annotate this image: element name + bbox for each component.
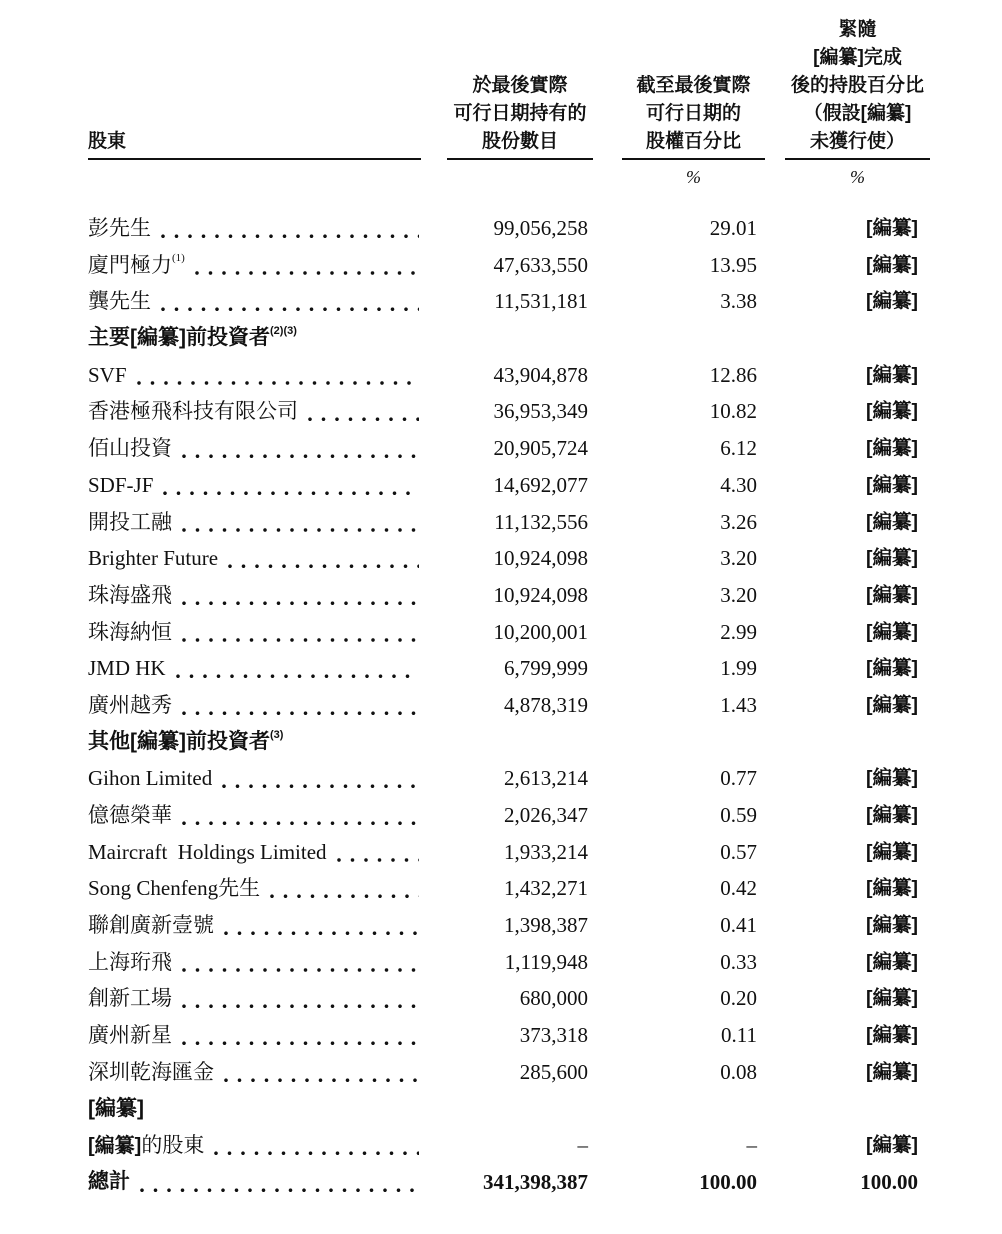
- shareholder-name: [88, 430, 421, 467]
- shareholder-name-text: 開投工融: [88, 509, 172, 534]
- shareholder-name-text: 創新工場: [88, 986, 172, 1011]
- dot-leader: [134, 357, 419, 394]
- dot-leader: [179, 577, 419, 614]
- shareholder-name: [88, 540, 421, 577]
- table-header: [88, 16, 930, 160]
- footnote-ref: (1): [172, 252, 185, 265]
- total-row: [88, 1164, 930, 1201]
- pct-latest-value: 3.20: [720, 546, 757, 571]
- section-header-row: [88, 724, 930, 761]
- pct-post-value: [編纂]: [866, 437, 918, 460]
- shareholder-row: [88, 357, 930, 394]
- pct-post-value: [編纂]: [866, 473, 918, 496]
- dot-leader: [334, 834, 419, 871]
- section-header-row: [88, 1091, 930, 1128]
- shareholder-name: [88, 724, 930, 761]
- pct-post-value: [編纂]: [866, 840, 918, 863]
- shareholder-name-text: 上海珩飛: [88, 949, 172, 974]
- pct-post-value: [編纂]: [866, 804, 918, 826]
- shares-value: 4,878,319: [504, 692, 588, 717]
- shareholder-name-text: 香港極飛科技有限公司: [88, 399, 298, 424]
- dot-leader: [173, 650, 419, 687]
- pct-latest-value: 0.11: [721, 1023, 757, 1048]
- shareholder-row: [88, 980, 930, 1017]
- shareholder-name: [88, 797, 421, 834]
- shareholder-row: [88, 247, 930, 284]
- dot-leader: [179, 504, 419, 541]
- shareholder-name-text: 廈門極力: [88, 252, 172, 277]
- pct-latest-value: 3.26: [720, 509, 757, 534]
- shares-value: 6,799,999: [504, 656, 588, 681]
- dot-leader: [267, 870, 419, 907]
- shareholder-name: [88, 650, 421, 687]
- pct-post-value: [編纂]: [866, 877, 918, 900]
- col-header-shareholder: [88, 16, 421, 160]
- shareholder-name: [88, 247, 421, 284]
- shares-value: 10,924,098: [493, 582, 588, 607]
- col-header-line: 未獲行使）: [809, 131, 905, 152]
- dot-leader: [137, 1164, 419, 1201]
- shareholder-name-text: SVF: [88, 362, 127, 387]
- dot-leader: [160, 467, 419, 504]
- pct-post-value: [編纂]: [866, 583, 918, 606]
- pct-latest-value: 4.30: [720, 472, 757, 497]
- pct-latest-value: 3.20: [720, 582, 757, 607]
- shareholder-name: [88, 614, 421, 651]
- shares-value: –: [577, 1133, 588, 1158]
- shareholder-name: [88, 320, 930, 357]
- shareholder-row: [88, 650, 930, 687]
- dot-leader: [158, 283, 419, 320]
- pct-latest-value: 0.57: [720, 839, 757, 864]
- pct-post-value: 100.00: [860, 1169, 918, 1194]
- dot-leader: [179, 944, 419, 981]
- pct-post-value: [編纂]: [866, 693, 918, 716]
- footnote-ref: (3): [270, 728, 284, 741]
- redacted-prefix: [編纂]: [88, 1135, 142, 1158]
- shareholder-name: [88, 834, 421, 871]
- shareholder-name-text: 廣州越秀: [88, 692, 172, 717]
- shares-value: 373,318: [519, 1023, 588, 1048]
- dot-leader: [192, 247, 419, 284]
- shares-value: 2,613,214: [504, 766, 588, 791]
- col-header-line: 截至最後實際: [636, 75, 751, 96]
- shares-value: 1,119,948: [504, 949, 588, 974]
- pct-post-value: [編纂]: [866, 253, 918, 276]
- pct-post-value: [編纂]: [866, 510, 918, 533]
- shareholder-row: [88, 1054, 930, 1091]
- pct-latest-value: 0.41: [720, 913, 757, 938]
- shareholder-name-text: 珠海盛飛: [88, 582, 172, 607]
- pct-post-value: [編纂]: [866, 767, 918, 790]
- pct-latest-value: 0.20: [720, 986, 757, 1011]
- percent-unit-pct-post: %: [850, 167, 865, 187]
- shareholder-name-text: SDF-JF: [88, 472, 154, 497]
- col-header-line: （假設[編纂]: [803, 103, 912, 124]
- shareholder-name: [88, 760, 421, 797]
- col-header-pct-post: [785, 16, 930, 160]
- shares-value: 341,398,387: [483, 1169, 588, 1194]
- pct-post-value: [編纂]: [866, 363, 918, 386]
- shares-value: 14,692,077: [493, 472, 588, 497]
- shareholder-row: [88, 430, 930, 467]
- col-header-line: 緊隨: [838, 19, 877, 40]
- shareholder-name-text: Maircraft Holdings Limited: [88, 839, 327, 864]
- col-header-line: 股權百分比: [645, 131, 741, 152]
- col-header-line: 股東: [88, 131, 127, 152]
- pct-latest-value: 0.08: [720, 1059, 757, 1084]
- shareholder-name: [88, 907, 421, 944]
- shares-value: 680,000: [519, 986, 588, 1011]
- pct-latest-value: 1.99: [720, 656, 757, 681]
- dot-leader: [158, 210, 419, 247]
- dot-leader: [221, 907, 419, 944]
- shares-value: 43,904,878: [493, 362, 588, 387]
- shares-value: 99,056,258: [493, 216, 588, 240]
- shareholder-row: [88, 393, 930, 430]
- pct-latest-value: –: [746, 1133, 757, 1158]
- col-header-line: 可行日期持有的: [453, 103, 587, 124]
- dot-leader: [211, 1127, 419, 1164]
- shareholder-row: [88, 760, 930, 797]
- shareholder-row: [88, 467, 930, 504]
- pct-latest-value: 12.86: [709, 362, 757, 387]
- dot-leader: [221, 1054, 419, 1091]
- shares-value: 11,132,556: [494, 509, 588, 534]
- dot-leader: [179, 687, 419, 724]
- shareholder-name: [88, 467, 421, 504]
- pct-latest-value: 2.99: [720, 619, 757, 644]
- shareholder-row: [88, 944, 930, 981]
- pct-post-value: [編纂]: [866, 217, 918, 239]
- pct-latest-value: 0.33: [720, 949, 757, 974]
- shareholder-row: [88, 834, 930, 871]
- pct-post-value: [編纂]: [866, 950, 918, 973]
- pct-latest-value: 1.43: [720, 692, 757, 717]
- shares-value: 20,905,724: [493, 436, 588, 461]
- shareholder-name: [88, 210, 421, 247]
- col-header-line: 可行日期的: [645, 103, 741, 124]
- pct-latest-value: 3.38: [720, 289, 757, 314]
- shares-value: 1,933,214: [504, 839, 588, 864]
- pct-latest-value: 0.42: [720, 876, 757, 901]
- pct-latest-value: 0.77: [720, 766, 757, 791]
- dot-leader: [179, 797, 419, 834]
- pct-latest-value: 10.82: [709, 399, 757, 424]
- pct-post-value: [編纂]: [866, 987, 918, 1010]
- dot-leader: [225, 540, 419, 577]
- col-header-line: 後的持股百分比: [790, 75, 924, 96]
- table-body: [88, 210, 930, 1201]
- shares-value: 285,600: [519, 1059, 588, 1084]
- pct-post-value: [編纂]: [866, 547, 918, 570]
- shareholder-name: [88, 1017, 421, 1054]
- col-header-pct-latest: [622, 16, 765, 160]
- pct-latest-value: 0.59: [720, 803, 757, 827]
- shareholder-name: [88, 944, 421, 981]
- shareholder-name: [88, 357, 421, 394]
- dot-leader: [219, 760, 419, 797]
- col-header-line: 於最後實際: [472, 75, 568, 96]
- shares-value: 10,200,001: [493, 619, 588, 644]
- dot-leader: [179, 1017, 419, 1054]
- shares-value: 36,953,349: [493, 399, 588, 424]
- pct-post-value: [編纂]: [866, 400, 918, 423]
- shareholder-row: [88, 687, 930, 724]
- shareholder-name: [88, 687, 421, 724]
- shareholder-name: [88, 393, 421, 430]
- shareholder-name: [88, 1164, 421, 1201]
- dot-leader: [179, 980, 419, 1017]
- pct-post-value: [編纂]: [866, 620, 918, 643]
- shareholder-row: [88, 504, 930, 541]
- shareholder-row: [88, 870, 930, 907]
- pct-post-value: [編纂]: [866, 1024, 918, 1047]
- pct-post-value: [編纂]: [866, 657, 918, 680]
- shareholder-name: [88, 870, 421, 907]
- shareholder-name: [88, 1054, 421, 1091]
- shares-value: 11,531,181: [494, 289, 588, 314]
- shareholder-row: [88, 1017, 930, 1054]
- col-header-shares: [447, 16, 593, 160]
- shares-value: 10,924,098: [493, 546, 588, 571]
- shareholder-name: [88, 1127, 421, 1164]
- footnote-ref: (2)(3): [270, 325, 297, 338]
- shares-value: 1,432,271: [504, 876, 588, 901]
- shareholder-name-text: 龔先生: [88, 289, 151, 314]
- shareholder-name-text: 彭先生: [88, 216, 151, 240]
- shareholder-name-text: Gihon Limited: [88, 766, 213, 791]
- shareholder-name-text: 深圳乾海匯金: [88, 1059, 214, 1084]
- shareholder-name-text: 珠海納恒: [88, 619, 172, 644]
- shareholder-name-text: 其他[編纂]前投資者: [88, 729, 270, 753]
- shareholder-name-text: 的股東: [141, 1133, 205, 1158]
- unit-row: [88, 160, 930, 194]
- shareholder-row: [88, 907, 930, 944]
- pct-latest-value: 29.01: [709, 216, 757, 240]
- pct-latest-value: 6.12: [720, 436, 757, 461]
- shareholder-name-text: [編纂]: [88, 1096, 144, 1120]
- shareholder-row: [88, 614, 930, 651]
- shareholder-name: [88, 283, 421, 320]
- shareholder-row: [88, 540, 930, 577]
- pct-post-value: [編纂]: [866, 1134, 918, 1157]
- shareholder-name-text: JMD HK: [88, 656, 166, 681]
- shareholder-row: [88, 210, 930, 247]
- shareholder-name: [88, 1091, 930, 1128]
- shareholder-name: [88, 504, 421, 541]
- shareholder-name-text: 億德榮華: [88, 803, 172, 827]
- shareholder-row: [88, 1127, 930, 1164]
- dot-leader: [179, 430, 419, 467]
- shares-value: 2,026,347: [504, 803, 588, 827]
- shareholder-name-text: Brighter Future: [88, 546, 219, 571]
- shareholder-name-text: 聯創廣新壹號: [88, 913, 214, 938]
- shareholder-name: [88, 980, 421, 1017]
- pct-post-value: [編纂]: [866, 914, 918, 937]
- pct-latest-value: 13.95: [709, 252, 757, 277]
- pct-post-value: [編纂]: [866, 290, 918, 313]
- shareholder-row: [88, 283, 930, 320]
- col-header-line: [編纂]完成: [813, 47, 902, 68]
- percent-unit-pct-latest: %: [686, 167, 701, 187]
- shareholder-name-text: 廣州新星: [88, 1023, 172, 1048]
- shareholder-name: [88, 577, 421, 614]
- shareholder-name-text: 主要[編纂]前投資者: [88, 326, 270, 350]
- pct-latest-value: 100.00: [699, 1169, 757, 1194]
- dot-leader: [305, 393, 419, 430]
- shareholder-name-text: 佰山投資: [88, 436, 172, 461]
- col-header-line: 股份數目: [481, 131, 558, 152]
- shares-value: 1,398,387: [504, 913, 588, 938]
- pct-post-value: [編纂]: [866, 1060, 918, 1083]
- section-header-row: [88, 320, 930, 357]
- shareholder-row: [88, 577, 930, 614]
- shareholder-name-text: Song Chenfeng先生: [88, 876, 261, 901]
- shareholder-name-text: 總計: [88, 1169, 130, 1193]
- shares-value: 47,633,550: [493, 252, 588, 277]
- shareholder-row: [88, 797, 930, 834]
- dot-leader: [179, 614, 419, 651]
